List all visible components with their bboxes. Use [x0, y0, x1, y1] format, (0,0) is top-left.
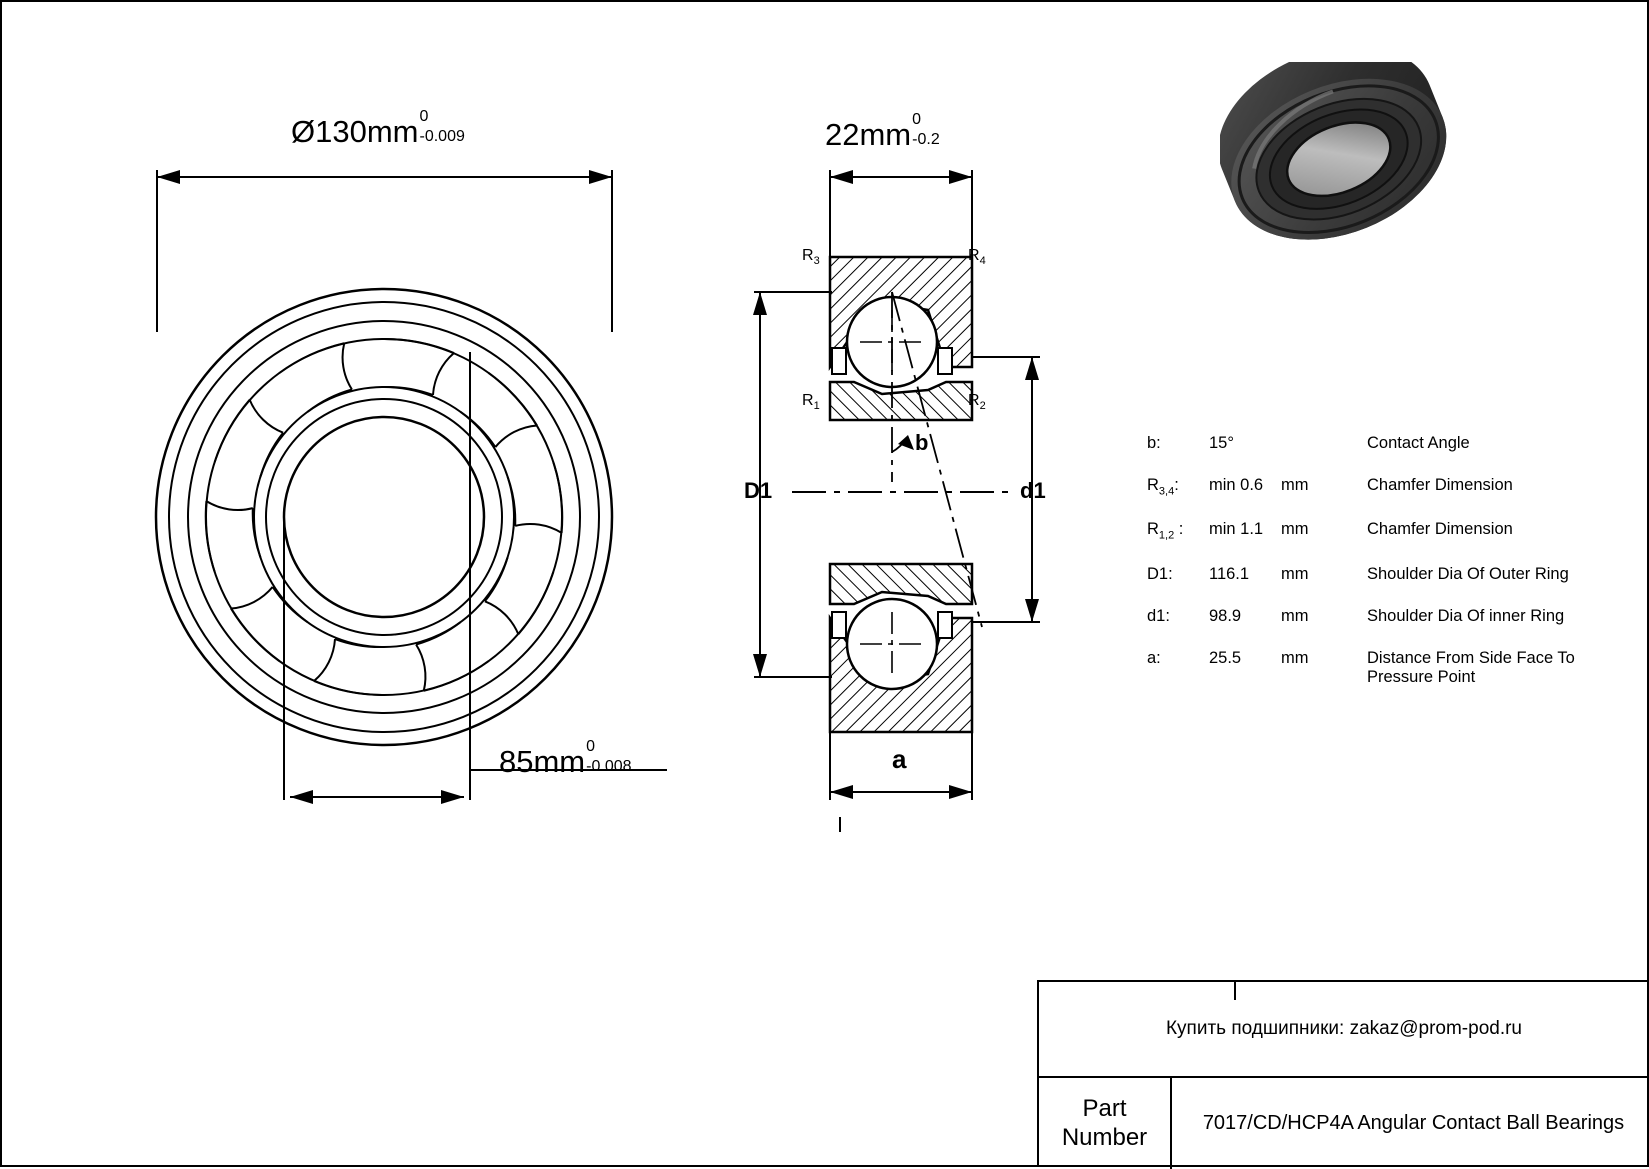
spec-description: Shoulder Dia Of inner Ring	[1367, 606, 1565, 625]
arrow-bore-left	[290, 790, 313, 804]
width-tol-lower: -0.2	[912, 130, 940, 148]
spec-unit: mm	[1281, 648, 1309, 667]
spec-description: Chamfer Dimension	[1367, 476, 1513, 494]
spec-symbol: $R_{3,4}$:	[1147, 476, 1179, 498]
label-R1: $R_1$	[802, 392, 820, 413]
arrow-a-left	[830, 785, 853, 799]
arrow-left	[157, 170, 180, 184]
spec-symbol: d1:	[1147, 606, 1170, 625]
od-value: 130mm	[315, 114, 419, 149]
spec-row	[1147, 520, 1607, 564]
spec-unit: mm	[1281, 564, 1309, 583]
arrow-bore-right	[441, 790, 464, 804]
section-view	[732, 152, 1062, 832]
front-view	[122, 152, 682, 832]
width-label	[825, 111, 940, 154]
width-tolerance	[912, 111, 940, 153]
spec-unit: mm	[1281, 520, 1309, 539]
label-D1: D1	[744, 478, 773, 503]
part-number-label	[1039, 1078, 1172, 1169]
bore-dimension-line	[284, 352, 667, 800]
spec-symbol: $R_{1,2}$ :	[1147, 520, 1184, 542]
arrow-d1-top	[1025, 357, 1039, 380]
spec-value: 15°	[1209, 434, 1234, 452]
bearing-3d-render	[1220, 62, 1480, 312]
part-label-line2: Number	[1061, 1123, 1148, 1151]
arrow-D1-top	[753, 292, 767, 315]
title-block	[1037, 980, 1649, 1167]
width-value: 22mm	[825, 117, 912, 152]
width-tol-upper: 0	[912, 111, 922, 129]
bore-diameter-label	[499, 738, 632, 781]
arrow-right	[589, 170, 612, 184]
inner-ring-upper	[830, 382, 972, 420]
spec-symbol: D1:	[1147, 564, 1173, 583]
part-number-value: 7017/CD/HCP4A Angular Contact Ball Bearings	[1202, 1112, 1625, 1134]
spec-unit: mm	[1281, 606, 1309, 625]
od-tol-lower: -0.009	[419, 127, 465, 145]
label-d1: d1	[1020, 478, 1046, 503]
arrow-width-right	[949, 170, 972, 184]
spec-row	[1147, 434, 1607, 476]
label-R2: $R_2$	[968, 392, 986, 413]
arrow-d1-bottom	[1025, 599, 1039, 622]
spec-row	[1147, 649, 1607, 710]
bore-tolerance	[586, 738, 632, 780]
label-a: a	[892, 744, 907, 774]
spec-value: 98.9	[1209, 606, 1242, 625]
part-number-row	[1039, 1078, 1649, 1169]
arrow-width-left	[830, 170, 853, 184]
spec-row	[1147, 476, 1607, 520]
spec-symbol: a:	[1147, 648, 1161, 667]
spec-unit	[1281, 434, 1367, 476]
spec-symbol: b:	[1147, 434, 1161, 452]
spec-value: min 0.6	[1209, 476, 1264, 494]
spec-value: min 1.1	[1209, 520, 1264, 539]
od-symbol: Ø	[291, 114, 316, 149]
spec-description: Contact Angle	[1367, 434, 1470, 452]
spec-value: 25.5	[1209, 648, 1242, 667]
arrow-a-right	[949, 785, 972, 799]
arrow-D1-bottom	[753, 654, 767, 677]
spec-table	[1147, 434, 1607, 710]
od-dimension-line	[157, 170, 612, 332]
od-tolerance	[419, 108, 465, 150]
spec-description: Distance From Side Face To Pressure Point	[1367, 648, 1575, 686]
spec-row	[1147, 607, 1607, 649]
bore-tol-lower: -0.008	[586, 757, 632, 775]
inner-ring-lower	[830, 564, 972, 604]
spec-description: Shoulder Dia Of Outer Ring	[1367, 564, 1569, 583]
spec-value: 116.1	[1209, 564, 1250, 583]
spec-description: Chamfer Dimension	[1367, 520, 1513, 539]
bore-value: 85mm	[499, 744, 586, 779]
label-R4: $R_4$	[968, 247, 986, 268]
bore-tol-upper: 0	[586, 738, 596, 756]
outer-diameter-label	[291, 108, 465, 151]
spec-unit: mm	[1281, 476, 1309, 494]
part-label-line1: Part	[1082, 1094, 1127, 1122]
bearing-front-circles	[156, 289, 612, 745]
contact-email-line: Купить подшипники: zakaz@prom-pod.ru	[1039, 982, 1649, 1078]
label-b: b	[915, 430, 929, 455]
arrow-angle	[898, 435, 914, 450]
spec-row	[1147, 565, 1607, 607]
label-R3: $R_3$	[802, 247, 820, 268]
od-tol-upper: 0	[419, 108, 429, 126]
